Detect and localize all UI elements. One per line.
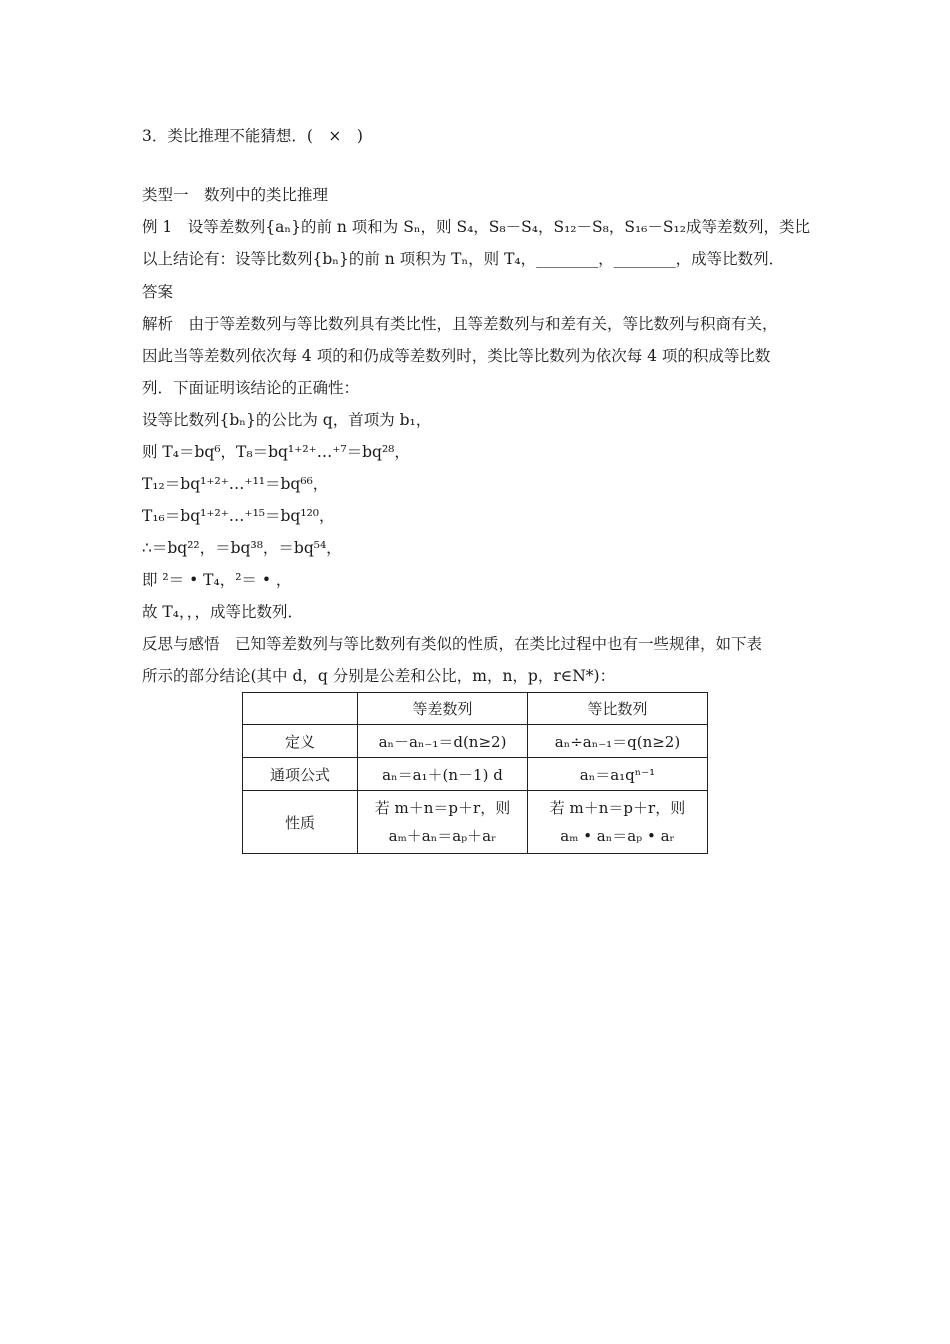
cell-arith-property-line-1: 若 m＋n＝p＋r，则 (374, 799, 511, 817)
row-label-general-term: 通项公式 (243, 758, 358, 791)
proof-line-2: 则 T₄＝bq⁶，T₈＝bq¹⁺²⁺…⁺⁷＝bq²⁸， (142, 443, 410, 461)
cell-geo-general-term: aₙ＝a₁qⁿ⁻¹ (528, 758, 708, 791)
exercise-3: 3．类比推理不能猜想．( × ) (142, 127, 363, 145)
row-label-property: 性质 (243, 791, 358, 854)
section-heading: 类型一 数列中的类比推理 (142, 186, 329, 204)
reflection-line-1: 反思与感悟 已知等差数列与等比数列有类似的性质，在类比过程中也有一些规律，如下表 (142, 635, 763, 653)
comparison-table (242, 692, 708, 854)
proof-line-6: 即 ²＝ • T₄，²＝ • ， (142, 571, 292, 589)
header-cell-geometric: 等比数列 (528, 693, 708, 725)
table-row-general-term (243, 758, 708, 791)
cell-arith-definition: aₙ－aₙ₋₁＝d(n≥2) (358, 725, 528, 758)
header-cell-empty (243, 693, 358, 725)
analysis-line-3: 列．下面证明该结论的正确性： (142, 379, 360, 397)
proof-line-5: ∴＝bq²²，＝bq³⁸，＝bq⁵⁴， (142, 539, 342, 557)
row-label-definition: 定义 (243, 725, 358, 758)
cell-geo-property (528, 791, 708, 854)
analysis-line-2: 因此当等差数列依次每 4 项的和仍成等差数列时，类比等比数列为依次每 4 项的积成等比数 (142, 347, 771, 365)
reflection-line-2: 所示的部分结论(其中 d，q 分别是公差和公比，m，n，p，r∈N*)： (142, 667, 616, 685)
cell-geo-definition: aₙ÷aₙ₋₁＝q(n≥2) (528, 725, 708, 758)
cell-arith-property-line-2: aₘ＋aₙ＝aₚ＋aᵣ (388, 827, 497, 845)
cell-geo-property-line-1: 若 m＋n＝p＋r，则 (549, 799, 686, 817)
cell-arith-property (358, 791, 528, 854)
proof-line-4: T₁₆＝bq¹⁺²⁺…⁺¹⁵＝bq¹²⁰， (142, 507, 335, 525)
answer-label: 答案 (142, 283, 174, 301)
proof-line-3: T₁₂＝bq¹⁺²⁺…⁺¹¹＝bq⁶⁶， (142, 475, 329, 493)
cell-geo-property-line-2: aₘ • aₙ＝aₚ • aᵣ (560, 827, 675, 845)
proof-line-7: 故 T₄，，，成等比数列． (142, 603, 303, 621)
cell-arith-general-term: aₙ＝a₁＋(n－1) d (358, 758, 528, 791)
table-row-definition (243, 725, 708, 758)
table-header-row (243, 693, 708, 725)
header-cell-arithmetic: 等差数列 (358, 693, 528, 725)
example-1-line-1: 例 1 设等差数列{aₙ}的前 n 项和为 Sₙ，则 S₄，S₈－S₄，S₁₂－S₈，S₁₆－S₁₂成等差数列，类比 (142, 218, 810, 236)
proof-line-1: 设等比数列{bₙ}的公比为 q，首项为 b₁， (142, 411, 432, 429)
analysis-line-1: 解析 由于等差数列与等比数列具有类比性，且等差数列与和差有关，等比数列与积商有关， (142, 315, 778, 333)
example-1-line-2: 以上结论有：设等比数列{bₙ}的前 n 项积为 Tₙ，则 T₄，________，________，成等比数列． (142, 250, 785, 268)
table-row-property (243, 791, 708, 854)
